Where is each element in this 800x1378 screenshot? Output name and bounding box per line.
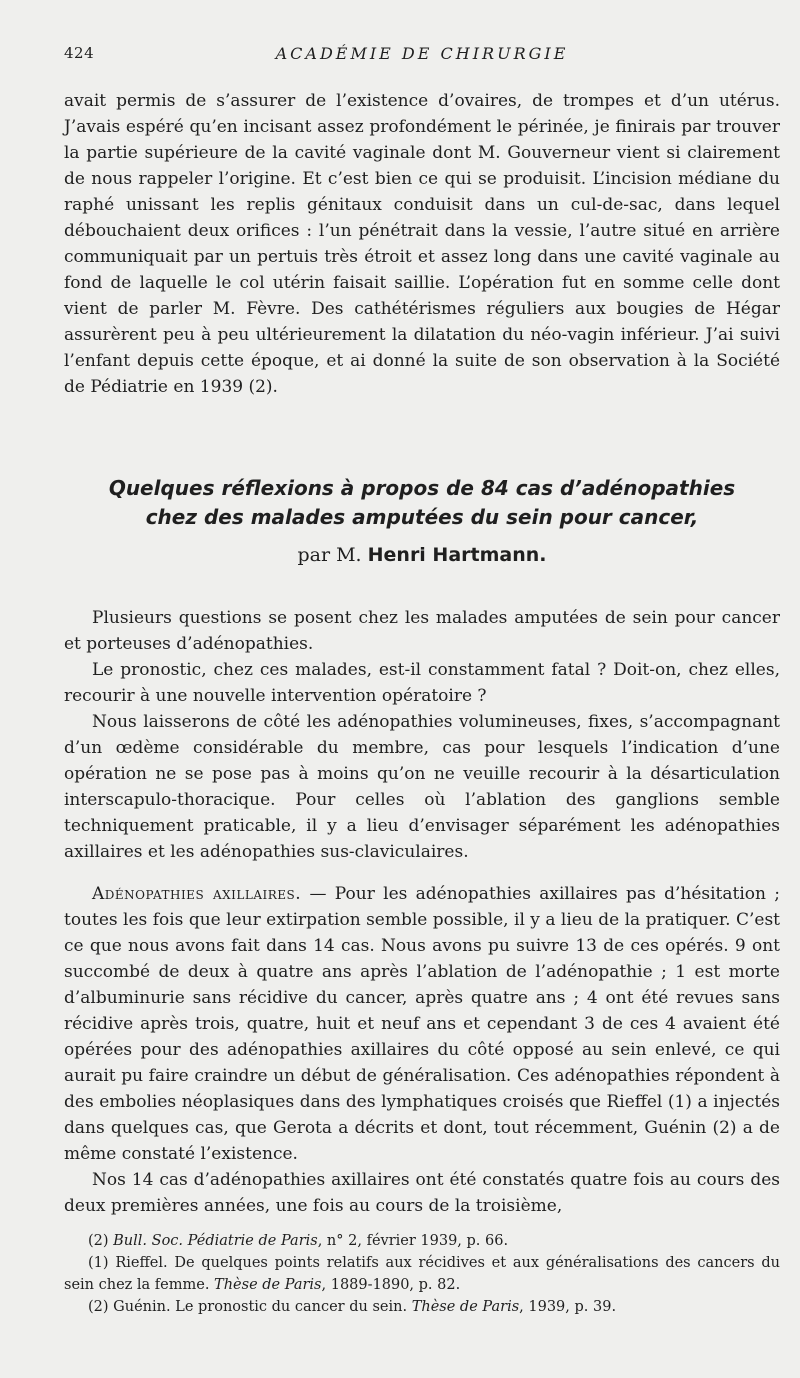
- footnote-2-rest: , 1889-1890, p. 82.: [321, 1277, 461, 1293]
- body-paragraph-last: Nos 14 cas d’adénopathies axillaires ont été constatés quatre fois au cours des deux premières années, une fois au cours de la troisième,: [64, 1170, 780, 1216]
- footnote-1-mark: (2): [88, 1233, 114, 1249]
- article-title-line-1: Quelques réflexions à propos de 84 cas d’adénopathies: [108, 476, 736, 500]
- article-byline: [64, 542, 780, 568]
- continuation-paragraph: avait permis de s’assurer de l’existence d’ovaires, de trompes et d’un utérus. J’avais espéré qu’en incisant assez profondément le périnée, je finirais par trouver la partie supérieure de la cavité vaginale dont M. Gouverneur vient si clairement de nous rappeler l’origine. Et c’est bien ce qui se produisit. L’incision médiane du raphé unissant les replis génitaux conduisit dans un cul-de-sac, dans lequel débouchaient deux orifices : l’un pénétrait dans la vessie, l’autre situé en arrière communiquait par un pertuis très étroit et assez long dans une cavité vaginale au fond de laquelle le col utérin faisait saillie. L’opération fut en somme celle dont vient de parler M. Fèvre. Des cathétérismes réguliers aux bougies de Hégar assurèrent peu à peu ultérieurement la dilatation du néo-vagin inférieur. J’ai suivi l’enfant depuis cette époque, et ai donné la suite de son observation à la Société de Pédiatrie en 1939 (2).: [64, 91, 780, 397]
- footnote-1-source: Bull. Soc. Pédiatrie de Paris: [113, 1233, 318, 1249]
- article-title-line-2: chez des malades amputées du sein pour cancer,: [145, 505, 699, 529]
- running-title: ACADÉMIE DE CHIRURGIE: [275, 44, 569, 63]
- footnote-3-rest: , 1939, p. 39.: [519, 1299, 617, 1315]
- continuation-text: [64, 88, 780, 400]
- running-header: [64, 44, 780, 66]
- footnote-2-text: (1) Rieffel. De quelques points relatifs aux récidives et aux généralisations des cancers du sein chez la femme.: [64, 1255, 780, 1293]
- author-name: Henri Hartmann.: [367, 544, 547, 566]
- footnote-3-text: (2) Guénin. Le pronostic du cancer du sein.: [88, 1299, 412, 1315]
- section-heading: Adénopathies axillaires.: [92, 884, 302, 904]
- article-title: [64, 474, 780, 532]
- footnote-2: [64, 1252, 780, 1296]
- section-paragraph: [64, 881, 780, 1167]
- footnote-3: [64, 1296, 780, 1318]
- footnote-3-source: Thèse de Paris: [411, 1299, 520, 1315]
- footnote-1: [64, 1230, 780, 1252]
- footnote-2-source: Thèse de Paris: [214, 1277, 322, 1293]
- body-paragraph-1: Plusieurs questions se posent chez les malades amputées de sein pour cancer et porteuses d’adénopathies.: [64, 608, 780, 654]
- document-page: [64, 0, 780, 1378]
- body-paragraph-2: Le pronostic, chez ces malades, est-il constamment fatal ? Doit-on, chez elles, recourir à une nouvelle intervention opératoire ?: [64, 660, 780, 706]
- body-paragraph-3: Nous laisserons de côté les adénopathies volumineuses, fixes, s’accompagnant d’un œdème considérable du membre, cas pour lesquels l’indication d’une opération ne se pose pas à moins qu’on ne veuille recourir à la désarticulation interscapulo-thoracique. Pour celles où l’ablation des ganglions semble techniquement praticable, il y a lieu d’envisager séparément les adénopathies axillaires et les adénopathies sus-claviculaires.: [64, 712, 780, 862]
- page-number: 424: [64, 44, 95, 62]
- footnotes: [64, 1230, 780, 1318]
- article-body: [64, 605, 780, 1219]
- footnote-1-rest: , n° 2, février 1939, p. 66.: [317, 1233, 509, 1249]
- section-text: — Pour les adénopathies axillaires pas d’hésitation ; toutes les fois que leur extirpation semble possible, il y a lieu de la pratiquer. C’est ce que nous avons fait dans 14 cas. Nous avons pu suivre 13 de ces opérés. 9 ont succombé de deux à quatre ans après l’ablation de l’adénopathie ; 1 est morte d’albuminurie sans récidive du cancer, après quatre ans ; 4 ont été revues sans récidive après trois, quatre, huit et neuf ans et cependant 3 de ces 4 avaient été opérées pour des adénopathies axillaires du côté opposé au sein enlevé, ce qui aurait pu faire craindre un début de généralisation. Ces adénopathies répondent à des embolies néoplasiques dans des lymphatiques croisés que Rieffel (1) a injectés dans quelques cas, que Gerota a décrits et dont, tout récemment, Guénin (2) a de même constaté l’existence.: [64, 884, 780, 1164]
- byline-prefix: par M.: [297, 544, 368, 566]
